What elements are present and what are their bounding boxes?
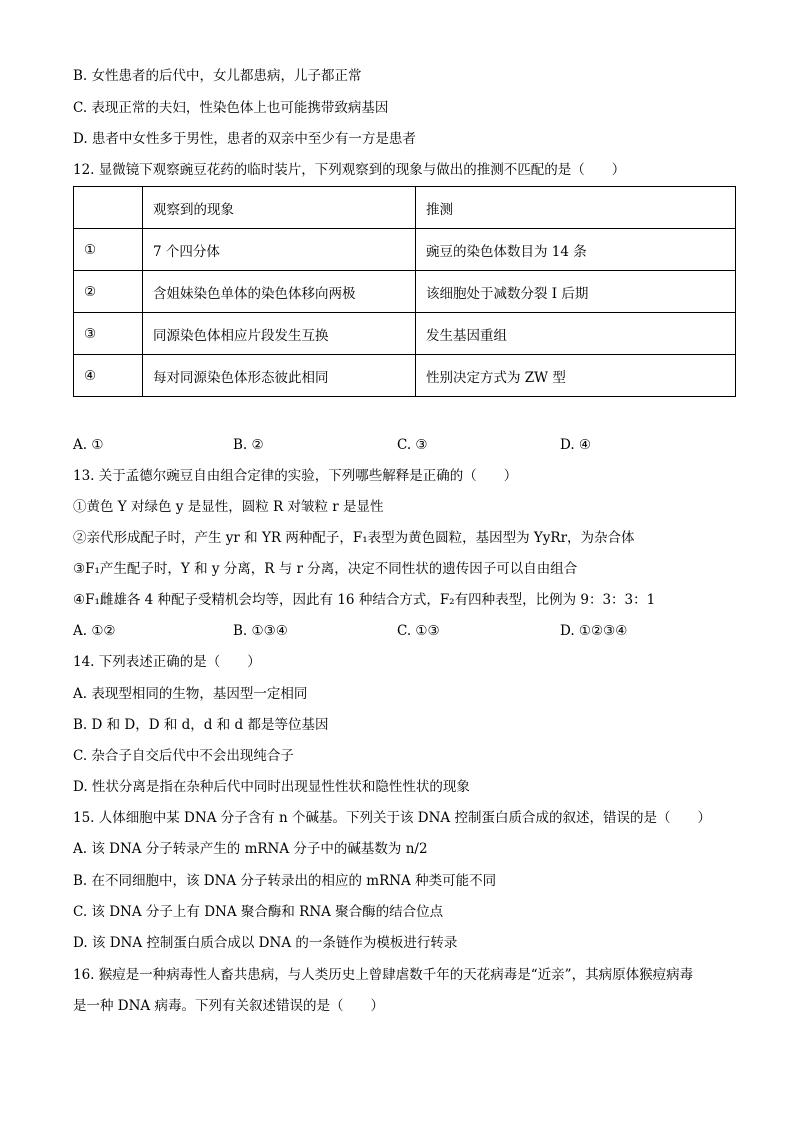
table-header-row: [74, 187, 736, 229]
q12-option-c[interactable]: C. ③: [397, 437, 428, 453]
table-cell: 性别决定方式为 ZW 型: [416, 355, 736, 397]
table-header-cell: [74, 187, 143, 229]
table-header-cell: 推测: [416, 187, 736, 229]
q12-option-a[interactable]: A. ①: [73, 437, 104, 453]
q11-option-c: C. 表现正常的夫妇，性染色体上也可能携带致病基因: [73, 100, 389, 116]
q13-statement-2: ②亲代形成配子时，产生 yr 和 YR 两种配子，F₁表型为黄色圆粒，基因型为 YyRr，为杂合体: [73, 530, 635, 546]
q11-option-b: B. 女性患者的后代中，女儿都患病，儿子都正常: [73, 68, 362, 84]
table-row: [74, 229, 736, 271]
q14-option-d[interactable]: D. 性状分离是指在杂种后代中同时出现显性性状和隐性性状的现象: [73, 779, 470, 795]
q13-option-a[interactable]: A. ①②: [73, 623, 116, 639]
q13-statement-1: ①黄色 Y 对绿色 y 是显性，圆粒 R 对皱粒 r 是显性: [73, 499, 384, 515]
q13-stem: 13. 关于孟德尔豌豆自由组合定律的实验，下列哪些解释是正确的（ ）: [73, 468, 518, 484]
table-cell: 发生基因重组: [416, 313, 736, 355]
q13-option-d[interactable]: D. ①②③④: [560, 623, 628, 639]
table-cell: 同源染色体相应片段发生互换: [143, 313, 416, 355]
q14-option-a[interactable]: A. 表现型相同的生物，基因型一定相同: [73, 686, 308, 702]
q12-options: [73, 436, 733, 454]
q14-option-c[interactable]: C. 杂合子自交后代中不会出现纯合子: [73, 748, 294, 764]
q11-option-d: D. 患者中女性多于男性，患者的双亲中至少有一方是患者: [73, 131, 416, 147]
q16-stem-line-1: 16. 猴痘是一种病毒性人畜共患病，与人类历史上曾肆虐数千年的天花病毒是“近亲”，其病原体猴痘病毒: [73, 967, 694, 983]
q12-table: [73, 186, 736, 397]
q14-option-b[interactable]: B. D 和 D，D 和 d，d 和 d 都是等位基因: [73, 717, 329, 733]
table-cell: ①: [74, 229, 143, 271]
q13-option-b[interactable]: B. ①③④: [233, 623, 288, 639]
table-cell: ④: [74, 355, 143, 397]
q15-option-c[interactable]: C. 该 DNA 分子上有 DNA 聚合酶和 RNA 聚合酶的结合位点: [73, 904, 444, 920]
table-row: [74, 313, 736, 355]
q15-stem: 15. 人体细胞中某 DNA 分子含有 n 个碱基。下列关于该 DNA 控制蛋白质合成的叙述，错误的是（ ）: [73, 810, 711, 826]
table-cell: 7 个四分体: [143, 229, 416, 271]
table-row: [74, 355, 736, 397]
q13-statement-3: ③F₁产生配子时，Y 和 y 分离，R 与 r 分离，决定不同性状的遗传因子可以自由组合: [73, 561, 578, 577]
table-header-cell: 观察到的现象: [143, 187, 416, 229]
q12-stem: 12. 显微镜下观察豌豆花药的临时装片，下列观察到的现象与做出的推测不匹配的是（ ）: [73, 162, 626, 178]
q16-stem-line-2: 是一种 DNA 病毒。下列有关叙述错误的是（ ）: [73, 998, 384, 1014]
q13-option-c[interactable]: C. ①③: [397, 623, 440, 639]
table-cell: 含姐妹染色单体的染色体移向两极: [143, 271, 416, 313]
q13-options: [73, 622, 733, 640]
table-cell: ②: [74, 271, 143, 313]
table-cell: 该细胞处于减数分裂 I 后期: [416, 271, 736, 313]
q15-option-a[interactable]: A. 该 DNA 分子转录产生的 mRNA 分子中的碱基数为 n/2: [73, 841, 428, 857]
q12-option-b[interactable]: B. ②: [233, 437, 264, 453]
table-row: [74, 271, 736, 313]
q13-statement-4: ④F₁雌雄各 4 种配子受精机会均等，因此有 16 种结合方式，F₂有四种表型，比例为 9：3：3：1: [73, 592, 656, 608]
q14-stem: 14. 下列表述正确的是（ ）: [73, 654, 261, 670]
table-cell: 每对同源染色体形态彼此相同: [143, 355, 416, 397]
q12-option-d[interactable]: D. ④: [560, 437, 592, 453]
q15-option-d[interactable]: D. 该 DNA 控制蛋白质合成以 DNA 的一条链作为模板进行转录: [73, 935, 458, 951]
table-cell: ③: [74, 313, 143, 355]
table-cell: 豌豆的染色体数目为 14 条: [416, 229, 736, 271]
q15-option-b[interactable]: B. 在不同细胞中，该 DNA 分子转录出的相应的 mRNA 种类可能不同: [73, 873, 497, 889]
